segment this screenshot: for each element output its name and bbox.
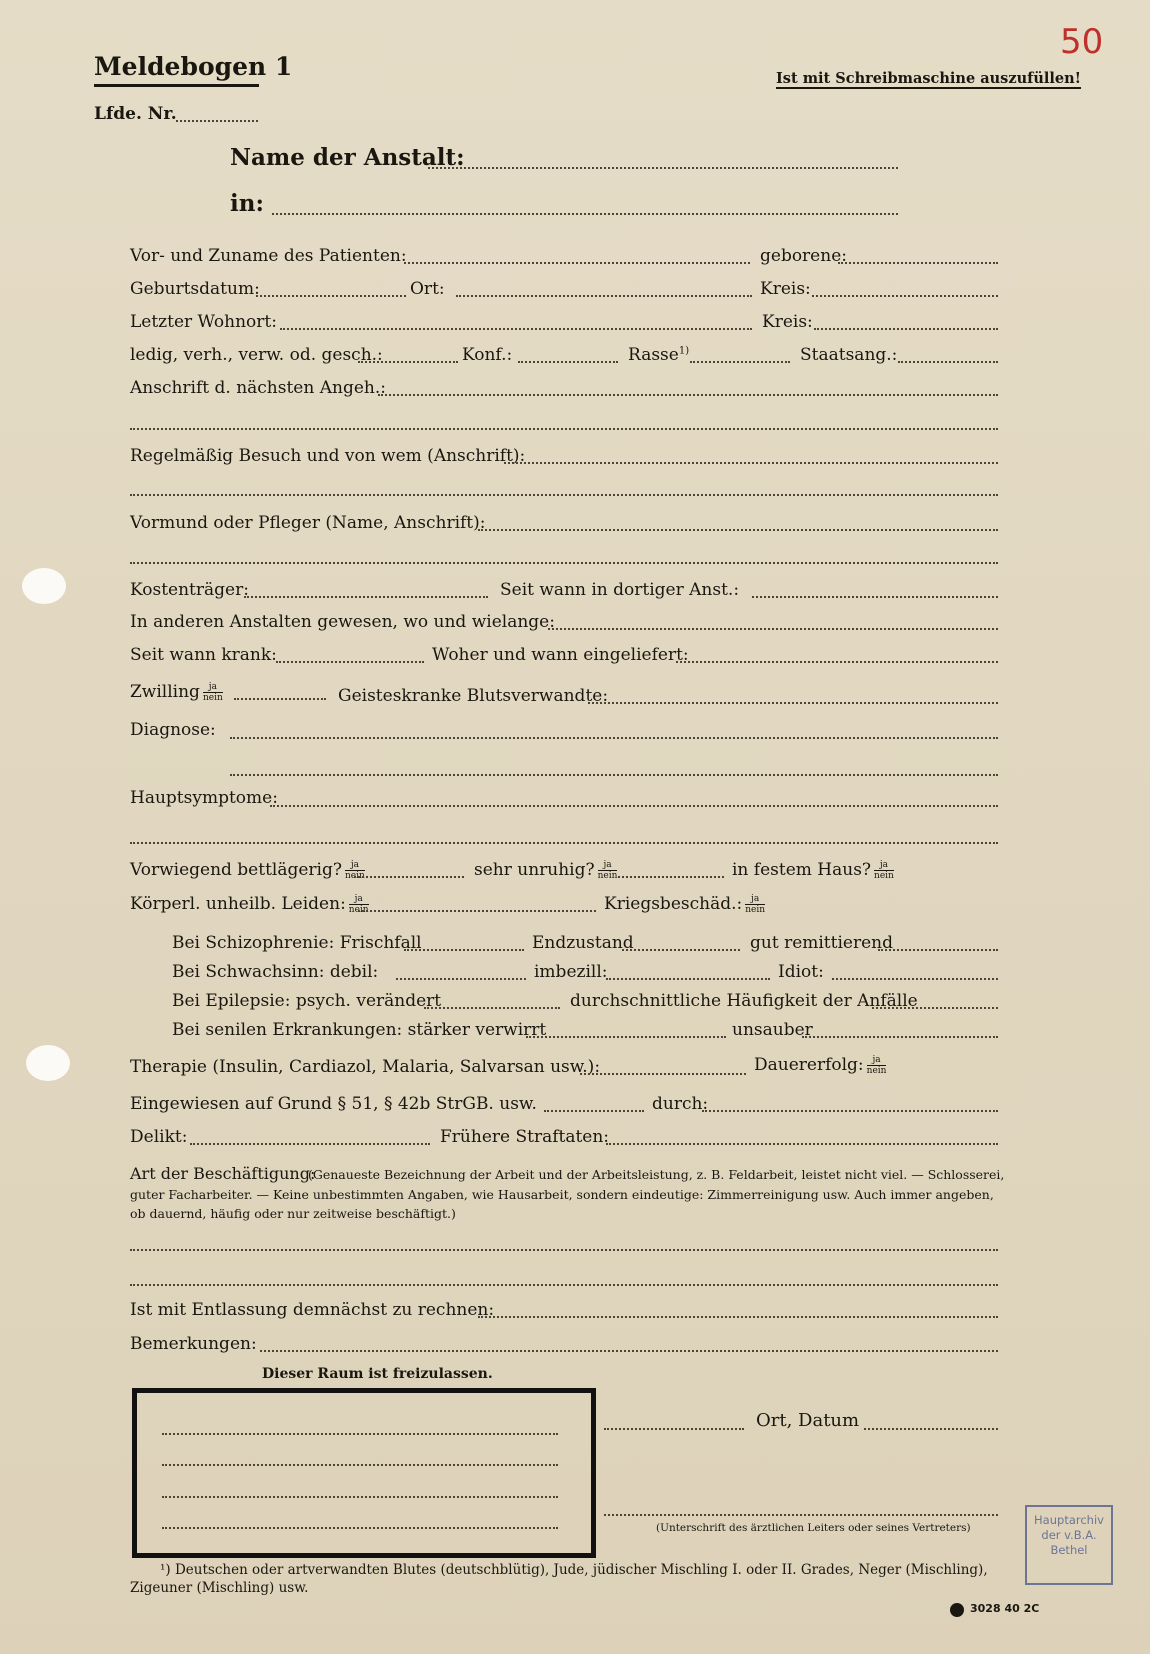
ja-option[interactable]: ja	[349, 894, 369, 905]
nein-option[interactable]: nein	[874, 871, 894, 881]
therapie-field[interactable]	[580, 1073, 746, 1075]
seit-wann-anst-label: Seit wann in dortiger Anst.:	[500, 580, 740, 600]
koerperl-label	[130, 894, 369, 915]
ort-datum-label: Ort, Datum	[756, 1410, 860, 1431]
unruhig-text: sehr unruhig?	[474, 860, 595, 880]
ja-option[interactable]: ja	[745, 894, 765, 905]
epilepsie-field[interactable]	[424, 1007, 560, 1009]
stamp-line: Bethel	[1050, 1543, 1088, 1557]
vor-zuname-label: Vor- und Zuname des Patienten:	[130, 246, 407, 266]
besuch-label: Regelmäßig Besuch und von wem (Anschrift):	[130, 446, 526, 466]
stamp-line: der v.B.A.	[1041, 1528, 1097, 1542]
diagnose-field-2[interactable]	[230, 774, 998, 776]
anschrift-field[interactable]	[378, 394, 998, 396]
vormund-field-2[interactable]	[130, 562, 998, 564]
festes-haus-text: in festem Haus?	[732, 860, 872, 880]
festes-haus-label	[732, 860, 894, 881]
unsauber-field[interactable]	[802, 1036, 998, 1038]
andere-anstalten-label: In anderen Anstalten gewesen, wo und wielange:	[130, 612, 555, 632]
diagnose-label: Diagnose:	[130, 720, 216, 740]
delikt-label: Delikt:	[130, 1127, 188, 1147]
anfaelle-label: durchschnittliche Häufigkeit der Anfälle	[570, 991, 918, 1011]
nein-option[interactable]: nein	[345, 871, 365, 881]
bemerkungen-label: Bemerkungen:	[130, 1334, 257, 1354]
geburtsdatum-field[interactable]	[256, 295, 406, 297]
beschaeftigung-note: ob dauernd, häufig oder nur zeitweise beschäftigt.)	[130, 1206, 456, 1221]
endzustand-field[interactable]	[622, 949, 740, 951]
rasse-footnote-ref: 1)	[678, 345, 690, 357]
kreis-label: Kreis:	[760, 279, 811, 299]
bettlaegerig-text: Vorwiegend bettlägerig?	[130, 860, 342, 880]
bemerkungen-field[interactable]	[260, 1350, 998, 1352]
ja-option[interactable]: ja	[203, 682, 223, 693]
konf-label: Konf.:	[462, 345, 513, 365]
beschaeftigung-field-2[interactable]	[130, 1284, 998, 1286]
imbezill-label: imbezill:	[534, 962, 608, 982]
anschrift-label: Anschrift d. nächsten Angeh.:	[130, 378, 386, 398]
unruhig-field[interactable]	[618, 876, 724, 878]
entlassung-field[interactable]	[478, 1316, 998, 1318]
ort-label: Ort:	[410, 279, 445, 299]
page-number: 50	[1060, 22, 1104, 62]
zwilling-label	[130, 682, 223, 703]
ja-option[interactable]: ja	[867, 1055, 887, 1066]
diagnose-field[interactable]	[230, 737, 998, 739]
rasse-label	[628, 345, 689, 365]
reserved-line	[162, 1496, 558, 1498]
ja-nein-choice[interactable]	[203, 682, 223, 703]
koerperl-text: Körperl. unheilb. Leiden:	[130, 894, 346, 914]
stamp-line: Hauptarchiv	[1034, 1513, 1104, 1527]
unruhig-label	[474, 860, 617, 881]
dauererfolg-label	[754, 1055, 886, 1076]
nein-option[interactable]: nein	[348, 905, 369, 915]
delikt-field[interactable]	[190, 1143, 430, 1145]
blutsverwandte-field[interactable]	[588, 702, 998, 704]
anfaelle-field[interactable]	[872, 1007, 998, 1009]
dauererfolg-text: Dauererfolg:	[754, 1055, 864, 1075]
besuch-field-2[interactable]	[130, 494, 998, 496]
beschaeftigung-field[interactable]	[130, 1249, 998, 1251]
imbezill-field[interactable]	[606, 978, 770, 980]
beschaeftigung-label: Art der Beschäftigung:	[130, 1164, 316, 1183]
vor-zuname-field[interactable]	[404, 262, 750, 264]
ja-option[interactable]: ja	[598, 860, 618, 871]
ja-nein-choice[interactable]	[874, 860, 894, 881]
nein-option[interactable]: nein	[866, 1066, 887, 1076]
printer-mark-icon	[950, 1603, 964, 1617]
debil-field[interactable]	[396, 978, 526, 980]
familienstand-label: ledig, verh., verw. od. gesch.:	[130, 345, 383, 365]
geborene-field[interactable]	[838, 262, 998, 264]
staatsang-label: Staatsang.:	[800, 345, 898, 365]
signature-field[interactable]	[604, 1514, 998, 1516]
hauptsymptome-field[interactable]	[270, 805, 998, 807]
therapie-label: Therapie (Insulin, Cardiazol, Malaria, Salvarsan usw.):	[130, 1057, 601, 1077]
anstalt-in-label: in:	[230, 190, 264, 217]
rasse-text: Rasse	[628, 345, 679, 365]
ja-option[interactable]: ja	[874, 860, 894, 871]
idiot-label: Idiot:	[778, 962, 824, 982]
archive-stamp	[1025, 1505, 1113, 1585]
seit-wann-krank-field[interactable]	[276, 661, 424, 663]
ort-datum-field-2[interactable]	[864, 1428, 998, 1430]
letzter-wohnort-label: Letzter Wohnort:	[130, 312, 277, 332]
unsauber-label: unsauber	[732, 1020, 813, 1040]
ort-datum-field[interactable]	[604, 1428, 744, 1430]
durch-field[interactable]	[702, 1110, 998, 1112]
beschaeftigung-note: (Genaueste Bezeichnung der Arbeit und der Arbeitsleistung, z. B. Feldarbeit, leistet nicht viel. — Schlosserei,	[308, 1167, 1005, 1182]
title-underline	[94, 84, 259, 87]
footnote: Zigeuner (Mischling) usw.	[130, 1580, 309, 1596]
ort-field[interactable]	[456, 295, 752, 297]
zwilling-field[interactable]	[234, 698, 326, 700]
reserved-line	[162, 1527, 558, 1529]
kreis-field[interactable]	[814, 328, 998, 330]
kostentraeger-field[interactable]	[244, 596, 488, 598]
lfde-nr-label: Lfde. Nr.	[94, 104, 177, 124]
form-title: Meldebogen 1	[94, 52, 293, 81]
typewriter-instruction: Ist mit Schreibmaschine auszufüllen!	[776, 70, 1082, 87]
punch-hole	[22, 568, 66, 604]
kriegsbeschaed-text: Kriegsbeschäd.:	[604, 894, 743, 914]
koerperl-field[interactable]	[358, 910, 596, 912]
konf-field[interactable]	[518, 361, 618, 363]
remittierend-field[interactable]	[878, 949, 998, 951]
idiot-field[interactable]	[832, 978, 998, 980]
durch-label: durch:	[652, 1094, 709, 1114]
woher-field[interactable]	[676, 661, 998, 663]
vormund-field[interactable]	[478, 529, 998, 531]
schizophrenie-label: Bei Schizophrenie: Frischfall	[172, 933, 422, 953]
reserved-box	[132, 1388, 596, 1558]
geburtsdatum-label: Geburtsdatum:	[130, 279, 260, 299]
anstalt-name-label: Name der Anstalt:	[230, 144, 465, 171]
anstalt-name-field[interactable]	[428, 167, 898, 169]
reserved-line	[162, 1464, 558, 1466]
bettlaegerig-label	[130, 860, 365, 881]
geborene-label: geborene:	[760, 246, 847, 266]
besuch-field[interactable]	[504, 462, 998, 464]
ja-option[interactable]: ja	[345, 860, 365, 871]
entlassung-label: Ist mit Entlassung demnächst zu rechnen:	[130, 1300, 495, 1320]
anschrift-field-2[interactable]	[130, 428, 998, 430]
anstalt-in-field[interactable]	[272, 213, 898, 215]
rasse-field[interactable]	[690, 361, 790, 363]
seit-wann-krank-label: Seit wann krank:	[130, 645, 277, 665]
punch-hole	[26, 1045, 70, 1081]
nein-option[interactable]: nein	[745, 905, 766, 915]
andere-anstalten-field[interactable]	[548, 628, 998, 630]
hauptsymptome-label: Hauptsymptome:	[130, 788, 278, 808]
senil-label: Bei senilen Erkrankungen: stärker verwirrt	[172, 1020, 547, 1040]
straftaten-label: Frühere Straftaten:	[440, 1127, 610, 1147]
letzter-wohnort-field[interactable]	[280, 328, 752, 330]
staatsang-field[interactable]	[898, 361, 998, 363]
nein-option[interactable]: nein	[202, 693, 223, 703]
straftaten-field[interactable]	[606, 1143, 998, 1145]
eingewiesen-label: Eingewiesen auf Grund § 51, § 42b StrGB. usw.	[130, 1094, 537, 1114]
lfde-nr-field[interactable]	[176, 120, 258, 122]
freilassen-label: Dieser Raum ist freizulassen.	[262, 1366, 493, 1382]
footnote: ¹) Deutschen oder artverwandten Blutes (deutschblütig), Jude, jüdischer Mischling I. oder II. Grades, Neger (Mischling),	[160, 1562, 988, 1578]
bettlaegerig-field[interactable]	[354, 876, 464, 878]
blutsverwandte-label: Geisteskranke Blutsverwandte:	[338, 686, 609, 706]
seit-wann-anst-field[interactable]	[752, 596, 998, 598]
senil-field[interactable]	[526, 1036, 726, 1038]
schwachsinn-label: Bei Schwachsinn: debil:	[172, 962, 379, 982]
print-code: 3028 40 2C	[970, 1602, 1040, 1615]
vormund-label: Vormund oder Pfleger (Name, Anschrift):	[130, 513, 486, 533]
zwilling-text: Zwilling	[130, 682, 200, 702]
familienstand-field[interactable]	[358, 361, 458, 363]
kriegsbeschaed-label	[604, 894, 765, 915]
endzustand-label: Endzustand	[532, 933, 634, 953]
kreis-field[interactable]	[812, 295, 998, 297]
woher-label: Woher und wann eingeliefert:	[432, 645, 689, 665]
kreis-label: Kreis:	[762, 312, 813, 332]
signature-caption: (Unterschrift des ärztlichen Leiters oder seines Vertreters)	[656, 1522, 971, 1534]
reserved-line	[162, 1433, 558, 1435]
ja-nein-choice[interactable]	[867, 1055, 887, 1076]
frischfall-field[interactable]	[404, 949, 524, 951]
eingewiesen-field[interactable]	[544, 1110, 644, 1112]
hauptsymptome-field-2[interactable]	[130, 842, 998, 844]
ja-nein-choice[interactable]	[745, 894, 765, 915]
epilepsie-label: Bei Epilepsie: psych. verändert	[172, 991, 442, 1011]
beschaeftigung-note: guter Facharbeiter. — Keine unbestimmten Angaben, wie Hausarbeit, sondern eindeutige: Zimmerreinigung usw. Auch immer angeben,	[130, 1187, 994, 1202]
kostentraeger-label: Kostenträger:	[130, 580, 249, 600]
nein-option[interactable]: nein	[597, 871, 618, 881]
remittierend-label: gut remittierend	[750, 933, 893, 953]
ja-nein-choice[interactable]	[598, 860, 618, 881]
